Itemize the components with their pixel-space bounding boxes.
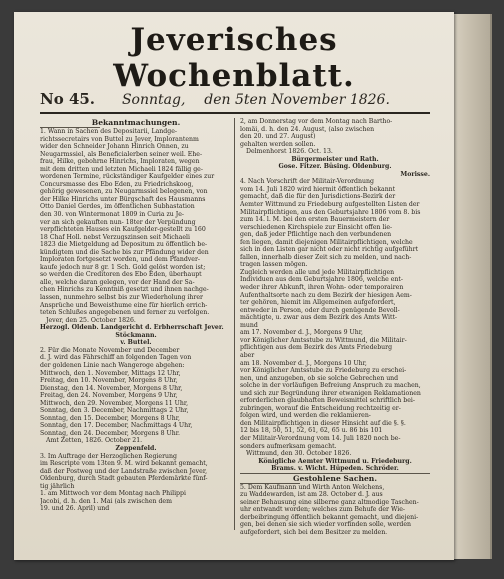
text-line: tig jährlich <box>40 482 75 490</box>
text-line: Imploraten fortgesetzt worden, und dem Pfandver- <box>40 256 201 264</box>
text-line: kaufe jedoch nur 8 gr. 1 Sch. Gold gelöst worden ist; <box>40 263 206 271</box>
masthead-title: Jeverisches Wochenblatt. <box>113 22 355 94</box>
notice-1 <box>40 128 232 317</box>
text-line: 4. Nach Vorschrift der Militair-Verordnung <box>240 178 374 186</box>
text-line: ter gehören, hiemit im Allgemeinen aufgefordert, <box>240 299 396 307</box>
notice-3-signature-names: Gose. Fitzer. Büsing. Oldenburg. <box>278 163 392 171</box>
text-line: 12 bis 18, 50, 51, 52, 61, 62, 65 u. 86 bis 101 <box>240 427 383 435</box>
text-line: erforderlichen glaubhaften Beweismittel schriftlich bei- <box>240 397 415 405</box>
text-line: Sonntag, den 24. December, Morgens 8 Uhr. <box>40 429 180 437</box>
notice-2-heading: v. Buttel. <box>120 339 152 347</box>
text-line: den 20. und 27. August) <box>240 133 316 141</box>
notice-2-date: Amt Zetten, 1826. October 21. <box>46 437 143 445</box>
text-line: gehörig gewesenen, zu Neugarmssiel belegenen, von <box>40 188 208 196</box>
text-line: nen, und anzugeben, ob sie solche Gebrechen und <box>240 374 399 382</box>
text-line: sich in den Listen gar nicht oder nicht richtig aufgeführt <box>240 246 419 254</box>
text-line: Concursmasse des Ebo Eden, zu Friedrichskoog, <box>40 180 194 188</box>
text-line: richtssecretairs von Buttel zu Jever, Implorantenm <box>40 135 199 143</box>
notice-1-signature-name: Stöckmann. <box>115 331 157 339</box>
text-line: zum 14. l. M. bei den ersten Bauermeistern der <box>240 216 390 224</box>
notice-4-signature-authority: Königliche Aemter Wittmund u. Friedeburg. <box>258 457 412 465</box>
text-line: solche in der vorläufigen Befreiung Anspruch zu machen, <box>240 382 421 390</box>
text-line: und sich zur Begründung ihrer etwanigen Reklamationen <box>240 389 421 397</box>
text-line: Zugleich werden alle und jede Militairpflichtigen <box>240 268 395 276</box>
text-line: Mittwoch, den 1. November, Mittags 12 Uhr, <box>40 369 181 377</box>
text-line: zu Waddewarden, ist am 28. October d. J. aus <box>240 491 383 499</box>
text-line: zubringen, worauf die Entscheidung rechtzeitig er- <box>240 404 401 412</box>
text-line: pflichtigen aus dem Bezirk des Amts Friedeburg <box>240 344 393 352</box>
text-line: Sonntag, den 15. December, Morgens 8 Uhr, <box>40 414 180 422</box>
text-line: 1. am Mittwoch vor dem Montag nach Philippi <box>40 490 186 498</box>
notice-2 <box>40 347 232 438</box>
column-rule <box>234 118 235 530</box>
text-line: entweder in Person, oder durch genügende Bevoll- <box>240 306 400 314</box>
text-line: gemacht, daß die für den Jurisdictions-Bezirk der <box>240 193 396 201</box>
text-line: Freitag, den 10. November, Morgens 8 Uhr, <box>40 377 178 385</box>
text-line: derbeibringung öffentlich bekannt gemacht, und diejeni- <box>240 513 419 521</box>
text-line: Militairpflichtigen, aus den Geburtsjahre 1806 vom 8. bis <box>240 208 421 216</box>
text-line: der Militair-Verordnung vom 14. Juli 1820 noch be- <box>240 434 401 442</box>
text-line: ver an sich gekauften nun- 18ter der Verpündung <box>40 218 196 226</box>
text-line: vor Königlicher Amtsstube zu Wittmund, die Militair- <box>240 336 407 344</box>
text-line: mund <box>240 321 258 329</box>
notice-1-signature-authority: Herzogl. Oldenb. Landgericht d. Erbherrschaft Jever. <box>40 324 224 332</box>
text-line: lassen, nunmehro selbst bis zur Wiederholung ihrer <box>40 294 203 302</box>
text-line: 2. Für die Monate November und December <box>40 346 180 354</box>
text-line: wider den Schneider Johann Hinrich Onnen, zu <box>40 143 189 151</box>
text-line: am 17. November d. J., Morgens 9 Uhr, <box>240 329 363 337</box>
text-line: mächtigte, u. zwar aus dem Bezirk des Amts Witt- <box>240 314 398 322</box>
issue-number: No 45. <box>40 90 96 108</box>
text-line: tragen lassen mögen. <box>240 261 308 269</box>
text-line: Dienstag, den 14. November, Morgens 8 Uhr, <box>40 384 183 392</box>
text-line: 1. Wann in Sachen des Depositarii, Landge- <box>40 128 177 135</box>
section-heading-stolen-goods: Gestohlene Sachen. <box>293 473 377 483</box>
text-line: 1823 die Mietgeldung ad Depositum zu öffentlich be- <box>40 241 208 249</box>
text-line: den Militairpflichtigen in dieser Hinsicht auf die §. §. <box>240 419 406 427</box>
notice-3-signature-last: Morisse. <box>400 170 430 178</box>
text-line: Ansprüche und Beweisthume eine für hierlich errich- <box>40 301 208 309</box>
text-line: Freitag, den 24. November, Morgens 9 Uhr, <box>40 392 178 400</box>
notice-3-signature-authority: Bürgermeister und Rath. <box>291 155 379 163</box>
text-line: Individuen aus dem Geburtsjahre 1806, welche ent- <box>240 276 403 284</box>
text-line: Aufenthaltsorte nach zu dem Bezirk der hiesigen Aem- <box>240 291 412 299</box>
text-line: Jacobi, d. h. den 1. Mai (als zwischen dem <box>40 497 172 505</box>
text-line: aber <box>240 351 255 359</box>
text-line: uhr entwandt worden; welches zum Behufe der Wie- <box>240 506 405 514</box>
left-column <box>40 118 232 513</box>
text-line: gehalten werden sollen. <box>240 140 316 148</box>
text-line: im Rescripte vom 13ten 9. M. wird bekannt gemacht, <box>40 460 208 468</box>
text-line: teten Schlußes angegebenen und ferner zu verfolgen. <box>40 309 210 317</box>
notice-1-date: Jever, den 25. October 1826. <box>46 316 136 324</box>
text-line: Otto Daniel Gerdes, im öffentlichen Subhastation <box>40 203 195 211</box>
text-line: verpflichteten Hauses ein Kaufgelder-gestellt zu 160 <box>40 226 206 234</box>
notice-4-signature-names: Brams. v. Wicht. Hüpeden. Schröder. <box>271 465 399 473</box>
text-line: am 18. November d. J., Morgens 10 Uhr, <box>240 359 367 367</box>
notice-3 <box>40 453 232 513</box>
text-line: den 30. von Wintermonat 1809 in Curia zu Je- <box>40 211 184 219</box>
text-line: Sonntag, den 3. December, Nachmittags 2 Uhr, <box>40 407 189 415</box>
masthead-rule <box>40 112 430 114</box>
notice-2-signature: Zeppenfeld. <box>115 444 157 452</box>
text-line: 19. und 26. April) und <box>40 505 110 513</box>
text-line: chen Hinrichs zu Kenntniß gesetzt und ihnen nachge- <box>40 286 209 294</box>
section-heading-announcements: Bekanntmachungen. <box>91 118 181 127</box>
notice-4-part-2 <box>240 269 430 329</box>
text-line: folgen wird, und werden die reklamieren- <box>240 412 371 420</box>
text-line: Aemter Wittmund zu Friedeburg aufgestellten Listen der <box>240 201 420 209</box>
text-line: alle, welche daran gelegen, vor der Hand der Sa- <box>40 278 195 286</box>
notice-4 <box>240 178 430 269</box>
text-line: kündigtem und die Sache bis zur Pfändung wider den <box>40 248 209 256</box>
notice-3-continued <box>240 118 430 148</box>
notice-4-date: Wittmund, den 30. October 1826. <box>246 450 352 458</box>
text-line: 3. Im Auftrage der Herzoglichen Regierung <box>40 452 177 460</box>
text-line: 2, am Donnerstag vor dem Montag nach Bartho- <box>240 118 393 125</box>
text-line: Neugarmssiel, als Beneficialerben seiner weil. Ehe- <box>40 150 203 158</box>
text-line: der Hilke Hinrichs unter Bürgschaft des Hausmanns <box>40 195 206 203</box>
issue-day: Sonntag, <box>121 92 186 108</box>
text-line: der goldenen Linie nach Wangeroge abgehen: <box>40 361 185 369</box>
text-line: Mittwoch, den 29. November, Morgens 11 Uhr, <box>40 399 189 407</box>
text-line: daß der Postweg und der Landstraße zwischen Jever, <box>40 467 208 475</box>
notice-4-part-3 <box>240 329 430 450</box>
text-line: verschiedenen Kirchspiele zur Einsicht offen lie- <box>240 223 393 231</box>
text-line: Oldenburg, durch Stadt gebauten Pferdemärkte fünf- <box>40 475 208 483</box>
text-line: 5. Dem Kaufmann und Wirth Anton Welchens, <box>240 483 385 491</box>
newspaper-page <box>14 12 454 560</box>
text-line: Sonntag, den 17. December, Nachmittags 4 Uhr, <box>40 422 193 430</box>
text-line: gen, bei denen sie sich wieder vorfinden solle, werden <box>240 521 412 529</box>
text-line: wordenen Termine, rückständiger Kaufgelder eines zur <box>40 173 215 181</box>
text-line: aufgefordert, sich bei dem Besitzer zu melden. <box>240 528 388 536</box>
text-line: weder ihrer Abkunft, ihren Wohn- oder temporairen <box>240 284 404 292</box>
issue-date: den 5ten November 1826. <box>204 92 390 108</box>
text-line: mit dem dritten und letzten Michaeli 1824 fällig ge- <box>40 165 203 173</box>
text-line: seiner Behausung eine silberne ganz altmodige Taschen- <box>240 498 419 506</box>
issue-line <box>40 90 430 110</box>
text-line: lomäi, d. h. den 24. August, (also zwischen <box>240 125 375 133</box>
text-line: sonders aufmerksam gemacht. <box>240 442 337 450</box>
text-line: fallen, innerhalb dieser Zeit sich zu melden, und nach- <box>240 253 412 261</box>
text-line: frau, Hilke, gebohrne Hinrichs, Imploraten, wegen <box>40 158 200 166</box>
text-line: 18 Chaf Holl. nebst Verzugszinsen seit Michaeli <box>40 233 191 241</box>
notice-3-date: Delmenhorst 1826. Oct. 13. <box>246 148 333 156</box>
text-line: vor Königlicher Amtsstube zu Friedeburg zu erschei- <box>240 367 407 375</box>
text-line: gen, daß jeder Pflichtige nach den verbundenen <box>240 231 392 239</box>
text-line: fen liegen, damit diejenigen Militairpflichtigen, welche <box>240 238 413 246</box>
text-line: d. J. wird das Fährschiff an folgenden Tagen von <box>40 354 192 362</box>
text-line: vom 14. Juli 1820 wird hiermit öffentlich bekannt <box>240 185 396 193</box>
notice-5 <box>240 484 430 537</box>
page-stack-edge <box>452 14 492 559</box>
right-column <box>240 118 430 537</box>
text-line: so werden die Creditoren des Ebo Eden, überhaupt <box>40 271 202 279</box>
